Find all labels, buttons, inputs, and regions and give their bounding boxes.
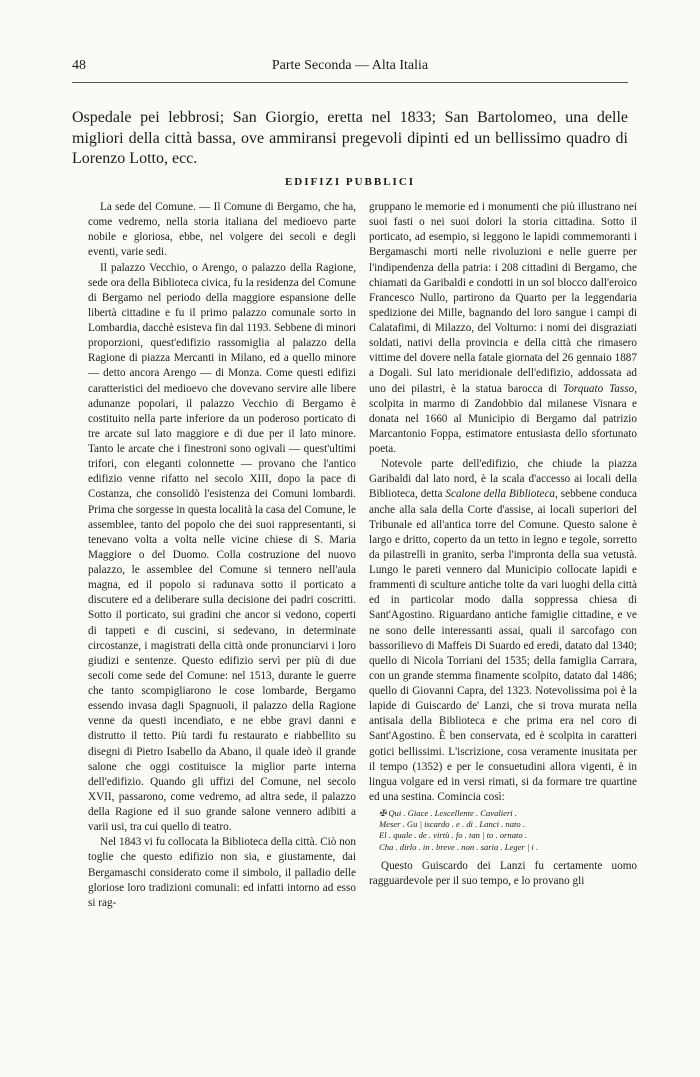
running-head (72, 55, 628, 77)
inscription-line: Cha . dirlo . in . breve . non . saria . Leger | i . (379, 841, 539, 852)
inscription-quote (379, 808, 637, 853)
memorie-tail: , scolpita in marmo di Zandobbio dal milanese Visnara e donata nel 1660 al Municipio di Bergamo dal patrizio Marcantonio Foppa, estimatore entusiasta dello sfortunato poeta. (369, 382, 637, 455)
scalone-head: Notevole parte dell'edifizio, che chiude la piazza Garibaldi dal lato nord, è la scala d'accesso ai locali della Biblioteca, detta (369, 458, 637, 501)
left-column (88, 200, 356, 911)
section-title: EDIFIZI PUBBLICI (284, 176, 416, 188)
scalone-name: Scalone della Biblioteca (445, 488, 556, 501)
right-column (369, 200, 637, 889)
memorie-text: gruppano le memorie ed i monumenti che più illustrano nei suoi fasti o nei suoi dolori la storia cittadina. Sotto il porticato, ad esempio, si leggono le lapidi commemoranti i Bergamaschi morti nelle rivoluzioni e nelle guerre per l'indipendenza della patria: i 208 cittadini di Bergamo, che chiamati da Garibaldi e condotti in un sol blocco dall'eroico Francesco Nullo, partirono da Quarto per la leggendaria spedizione dei Mille, bagnando del loro sangue i campi di Calatafimi, di Milazzo, del Volturno: i nomi dei disgraziati soldati, nativi della provincia e della città che rimasero vittime del dovere nella fatale giornata del 26 gennaio 1887 a Dogali. Sul lato meridionale dell'edifizio, addossata ad uno dei pilastri, è la statua barocca di (369, 201, 637, 395)
page-number: 48 (72, 58, 86, 73)
paragraph-sede-comune: La sede del Comune. — Il Comune di Bergamo, che ha, come vedremo, nella storia italiana del medioevo parte nobile e gloriosa, ebbe, nel volgere dei secoli e degli eventi, varie sedi. (88, 201, 356, 259)
inscription-line: Meser . Gu | iscardo . e . di . Lanci . nato . (379, 819, 525, 830)
inscription-line: El . quale . de . virtù . fo . tan | to . ornato . (379, 830, 527, 841)
paragraph-palazzo-vecchio: Il palazzo Vecchio, o Arengo, o palazzo della Ragione, sede ora della Biblioteca civica, fu la residenza del Comune di Bergamo nel periodo della maggiore espansione delle libertà cittadine e fu il primo palazzo comunale sorto in Lombardia, dacchè esisteva fin dal 1193. Sebbene di minori proporzioni, quest'edifizio rassomiglia al palazzo della Ragione di piazza Mercanti in Milano, ed a quello minore — detto ancora Arengo — di Monza. Come questi edifizi caratteristici del medioevo che dovevano servire alle libere adunanze popolari, il palazzo Vecchio di Bergamo è costituito nella parte inferiore da un poderoso porticato di tre arcate sul lato maggiore e di due per il lato minore. Tanto le arcate che i finestroni sono ogivali — quest'ultimi trifori, con eleganti colonnette — provano che l'antico edifizio venne rifatto nel secolo XIII, dopo la pace di Costanza, che consolidò l'esistenza dei Comuni lombardi. Prima che sorgesse in questa località la casa del Comune, le assemblee, tanto del popolo che dei suoi rappresentanti, si tenevano volta a volta nelle vicine chiese di S. Maria Maggiore o del Duomo. Colla costruzione del nuovo palazzo, le assemblee del Comune si tennero nell'aula magna, ed il popolo si radunava sotto il porticato a discutere ed a deliberare sulla decisione dei padri coscritti. Sotto il porticato, sui gradini che ancor si vedono, coperti di tappeti e di cuscini, si sedevano, in determinate circostanze, i magistrati della città onde pronunciarvi i loro giudizi e sentenze. Questo edifizio servì per più di due secoli come sede del Comune: nel 1513, durante le guerre che tanto scompigliarono le cose lombarde, Bergamo essendo invasa dagli Spagnuoli, il palazzo della Ragione venne da questi incendiato, e ne ebbe gravi danni e distrutto il tetto. Più tardi fu restaurato e riabbellito su disegni di Pietro Isabello da Abano, il quale ideò il grande salone che oggi costituisce la miglior parte interna dell'edifizio. Quando gli uffizi del Comune, nel secolo XVII, passarono, come vedremo, ad altra sede, il palazzo della Ragione ed il suo grande salone vennero adibiti a varii usi, tra cui quello di teatro. (88, 261, 357, 834)
paragraph-biblioteca: Nel 1843 vi fu collocata la Biblioteca della città. Ciò non toglie che questo edifizio non sia, e giustamente, dai Bergamaschi considerato come il simbolo, il palladio delle gloriose loro tradizioni comunali: ed infatti intorno ad esso si rag- (88, 836, 356, 909)
header-rule (72, 82, 628, 83)
intro-paragraph: Ospedale pei lebbrosi; San Giorgio, eretta nel 1833; San Bartolomeo, una delle migliori della città bassa, ove ammiransi pregevoli dipinti ed un bellissimo quadro di Lorenzo Lotto, ecc. (72, 109, 628, 167)
paragraph-scalone (369, 457, 637, 805)
inscription-line: ✠ Qui . Giace . Lexcellente . Cavalieri . (379, 808, 517, 818)
tasso-name: Torquato Tasso (563, 382, 635, 395)
running-title: Parte Seconda — Alta Italia (271, 58, 429, 73)
paragraph-memorie (369, 200, 637, 457)
scalone-tail: , sebbene conduca anche alla sala della Corte d'assise, ai locali superiori del Tribunale ed all'antica torre del Comune. Questo salone è largo e dritto, coperto da un tetto in legno e tegole, sorretto da pilastrelli in granito, serba l'impronta della sua vetustà. Lungo le pareti vennero dal Municipio collocate lapidi e frammenti di sculture antiche tolte da vari luoghi della città ed in particolar modo dalla soppressa chiesa di Sant'Agostino. Riguardano antiche famiglie cittadine, e ve ne sono delle interessanti assai, quali il sarcofago con bassorilievo di Maffeis Di Suardo ed eredi, datato dal 1340; quello di Nicola Torriani del 1535; della famiglia Carrara, con un grande stemma finamente scolpito, datato dal 1486; quello di Giovanni Capra, del 1323. Notevolissima poi è la lapide di Guiscardo de' Lanzi, che si trova murata nella antisala della Biblioteca e che prima era nel coro di Sant'Agostino. È ben conservata, ed è scolpita in caratteri gotici bellissimi. L'iscrizione, cosa veramente inusitata per il tempo (1352) e per le consuetudini allora vigenti, è in lingua volgare ed in versi rimati, si da formare tre quartine ed una sestina. Comincia così: (369, 488, 637, 803)
paragraph-guiscardo: Questo Guiscardo dei Lanzi fu certamente uomo ragguardevole per il suo tempo, e lo provano gli (369, 859, 637, 887)
